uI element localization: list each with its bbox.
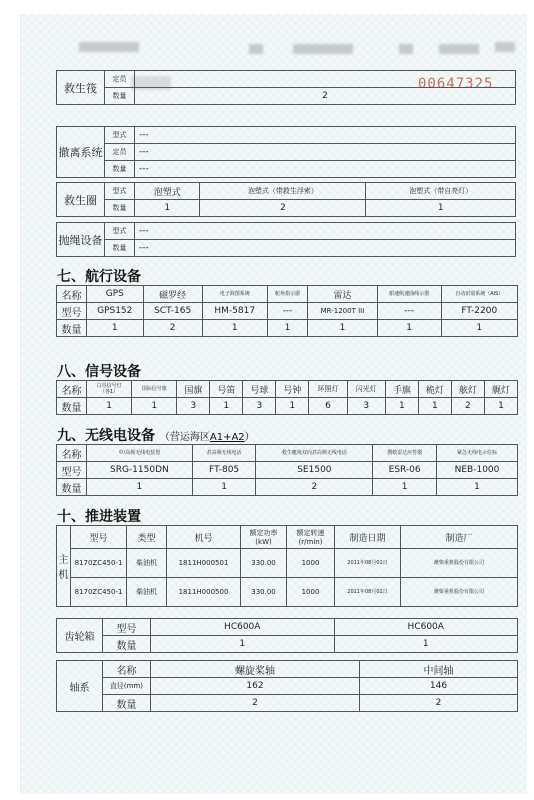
- nav-name: 船速航速曲线示器: [377, 286, 441, 303]
- lifebuoy-qty: 2: [200, 200, 366, 217]
- radio-heading: 九、无线电设备: [57, 428, 155, 444]
- signal-qty: 3: [177, 398, 210, 415]
- row-label: 型式: [105, 127, 135, 144]
- evacuation-table: [56, 126, 516, 178]
- shaft-qty: 2: [359, 695, 517, 712]
- engine-cell: 柴油机: [127, 549, 167, 578]
- radio-area-value: A1+A2: [209, 432, 245, 443]
- row-value: ---: [135, 161, 516, 178]
- row-label: 数量: [105, 240, 135, 257]
- radio-qty: 1: [437, 479, 518, 496]
- row-label: 名称: [57, 381, 87, 398]
- engine-header: 制造日期: [335, 526, 401, 549]
- shaft-title: 轴系: [57, 661, 103, 712]
- signal-qty: 3: [347, 398, 385, 415]
- serial-number: 00647325: [418, 76, 494, 92]
- shaft-name: 螺旋桨轴: [151, 661, 360, 678]
- engine-cell: 1811H000500: [167, 578, 241, 607]
- shaft-diameter: 162: [151, 678, 360, 695]
- signal-qty: 1: [385, 398, 418, 415]
- row-label: 数量: [105, 161, 135, 178]
- row-label: 型号: [57, 303, 87, 320]
- row-value: [135, 71, 516, 88]
- nav-qty: 1: [267, 320, 307, 337]
- row-label: 直径(mm): [103, 678, 151, 695]
- line-throwing-table: [56, 222, 516, 257]
- engine-header: 型号: [71, 526, 127, 549]
- redaction-blur: [399, 44, 413, 54]
- nav-model: HM-5817: [202, 303, 267, 320]
- radio-area-suffix: ）: [244, 432, 255, 443]
- radio-model: NEB-1000: [437, 462, 518, 479]
- row-label: 数量: [105, 88, 135, 105]
- radio-heading-line: [57, 425, 255, 445]
- row-value: ---: [135, 240, 516, 257]
- radio-table: [56, 444, 518, 496]
- row-label: 数量: [57, 398, 87, 415]
- nav-name: 磁罗经: [143, 286, 202, 303]
- nav-qty: 1: [377, 320, 441, 337]
- main-engine-table: [56, 525, 518, 607]
- nav-name: GPS: [87, 286, 144, 303]
- signal-qty: 2: [451, 398, 484, 415]
- lifebuoy-qty: 1: [135, 200, 200, 217]
- radio-name: 救生艇筏双向甚高频无线电话: [256, 445, 373, 462]
- gearbox-title: 齿轮箱: [57, 619, 103, 653]
- evacuation-title: 撤离系统: [57, 127, 105, 178]
- signal-name: 国际信号旗: [132, 381, 177, 398]
- row-label: 数量: [105, 200, 135, 217]
- lifebuoy-type: 泡塑式（带自亮灯）: [366, 183, 516, 200]
- lifebuoy-title: 救生圈: [57, 183, 105, 217]
- line-throwing-title: 抛绳设备: [57, 223, 105, 257]
- gearbox-qty: 1: [151, 636, 335, 653]
- lifebuoy-qty: 1: [366, 200, 516, 217]
- engine-cell: 8170ZC450-1: [71, 578, 127, 607]
- nav-model: MR-1200T III: [308, 303, 378, 320]
- signal-qty: 6: [309, 398, 347, 415]
- engine-cell: 330.00: [241, 549, 287, 578]
- signal-name: 号钟: [276, 381, 309, 398]
- redaction-blur: [293, 44, 353, 54]
- radio-name: 紧急无线电示位标: [437, 445, 518, 462]
- row-label: 型式: [105, 183, 135, 200]
- gearbox-qty: 1: [334, 636, 518, 653]
- radio-name: 搜救雷达应答器: [373, 445, 437, 462]
- row-label: 型号: [103, 619, 151, 636]
- engine-cell: 8170ZC450-1: [71, 549, 127, 578]
- redaction-blur: [249, 44, 263, 54]
- signal-name: 桅灯: [418, 381, 451, 398]
- row-label: 名称: [57, 445, 87, 462]
- redaction-blur: [439, 44, 479, 54]
- nav-model: GPS152: [87, 303, 144, 320]
- radio-name: 甚高频无线电话: [192, 445, 256, 462]
- signal-qty: 1: [276, 398, 309, 415]
- lifebuoy-table: [56, 182, 516, 217]
- radio-model: FT-805: [192, 462, 256, 479]
- signal-qty: 1: [87, 398, 132, 415]
- engine-cell: 1000: [287, 578, 335, 607]
- shaft-qty: 2: [151, 695, 360, 712]
- signal-name: 白昼信号灯 （各1）: [87, 381, 132, 398]
- radio-qty: 2: [256, 479, 373, 496]
- signal-qty: 3: [243, 398, 276, 415]
- redaction-blur: [79, 42, 139, 52]
- shaft-diameter: 146: [359, 678, 517, 695]
- nav-qty: 1: [87, 320, 144, 337]
- gearbox-model: HC600A: [151, 619, 335, 636]
- radio-name: 中/高频无线电装置: [87, 445, 193, 462]
- row-label: 数量: [57, 320, 87, 337]
- signal-qty: 1: [210, 398, 243, 415]
- nav-qty: 1: [202, 320, 267, 337]
- propulsion-heading: 十、推进装置: [57, 509, 141, 525]
- row-label: 定员: [105, 144, 135, 161]
- signal-name: 号球: [243, 381, 276, 398]
- row-label: 数量: [103, 695, 151, 712]
- engine-header: 制造厂: [401, 526, 518, 549]
- shaft-name: 中间轴: [359, 661, 517, 678]
- engine-header: 额定转速 (r/min): [287, 526, 335, 549]
- nav-qty: 1: [441, 320, 517, 337]
- row-value: 2: [135, 88, 516, 105]
- engine-header: 机号: [167, 526, 241, 549]
- engine-cell: 潍柴重机股份有限公司: [401, 549, 518, 578]
- radio-model: ESR-06: [373, 462, 437, 479]
- signal-qty: 1: [132, 398, 177, 415]
- signal-name: 手旗: [385, 381, 418, 398]
- nav-name: 雷达: [308, 286, 378, 303]
- row-label: 数量: [103, 636, 151, 653]
- nav-model: FT-2200: [441, 303, 517, 320]
- nav-name: 电子海图系统: [202, 286, 267, 303]
- lifebuoy-type: 泡塑式: [135, 183, 200, 200]
- main-engine-title: 主机: [57, 526, 71, 607]
- radio-qty: 1: [192, 479, 256, 496]
- lifeboat-table: [56, 70, 516, 105]
- engine-cell: 330.00: [241, 578, 287, 607]
- engine-cell: 柴油机: [127, 578, 167, 607]
- certificate-page: [20, 14, 527, 794]
- signal-name: 舷灯: [451, 381, 484, 398]
- nav-qty: 1: [308, 320, 378, 337]
- row-label: 定员: [105, 71, 135, 88]
- engine-cell: 1811H000501: [167, 549, 241, 578]
- redaction-blur: [495, 42, 515, 52]
- row-label: 型式: [105, 223, 135, 240]
- engine-cell: 2011年08月01日: [335, 549, 401, 578]
- signal-name: 闪光灯: [347, 381, 385, 398]
- engine-header: 额定功率 (kW): [241, 526, 287, 549]
- signal-qty: 1: [418, 398, 451, 415]
- gearbox-model: HC600A: [334, 619, 518, 636]
- lifeboat-title: 救生筏: [57, 71, 105, 105]
- row-label: 型号: [57, 462, 87, 479]
- signal-heading: 八、信号设备: [57, 364, 141, 380]
- signal-qty: 1: [484, 398, 517, 415]
- nav-model: ---: [377, 303, 441, 320]
- shaft-table: [56, 660, 518, 712]
- row-value: ---: [135, 223, 516, 240]
- nav-model: ---: [267, 303, 307, 320]
- nav-name: 自动识别系统（AIS）: [441, 286, 517, 303]
- gearbox-table: [56, 618, 518, 653]
- nav-qty: 2: [143, 320, 202, 337]
- radio-qty: 1: [373, 479, 437, 496]
- radio-model: SE1500: [256, 462, 373, 479]
- signal-name: 环照灯: [309, 381, 347, 398]
- radio-qty: 1: [87, 479, 193, 496]
- nav-model: SCT-165: [143, 303, 202, 320]
- row-label: 名称: [103, 661, 151, 678]
- signal-name: 国旗: [177, 381, 210, 398]
- radio-model: SRG-1150DN: [87, 462, 193, 479]
- engine-cell: 2011年08月01日: [335, 578, 401, 607]
- signal-name: 艉灯: [484, 381, 517, 398]
- engine-cell: 潍柴重机股份有限公司: [401, 578, 518, 607]
- nav-name: 舵角指示器: [267, 286, 307, 303]
- radio-area-prefix: （营运海区: [159, 432, 210, 443]
- row-value: ---: [135, 127, 516, 144]
- navigation-table: [56, 285, 518, 337]
- engine-cell: 1000: [287, 549, 335, 578]
- signal-name: 号笛: [210, 381, 243, 398]
- lifebuoy-type: 泡塑式（带救生浮索）: [200, 183, 366, 200]
- engine-header: 类型: [127, 526, 167, 549]
- row-label: 名称: [57, 286, 87, 303]
- row-label: 数量: [57, 479, 87, 496]
- navigation-heading: 七、航行设备: [57, 269, 141, 285]
- signal-table: [56, 380, 518, 415]
- row-value: ---: [135, 144, 516, 161]
